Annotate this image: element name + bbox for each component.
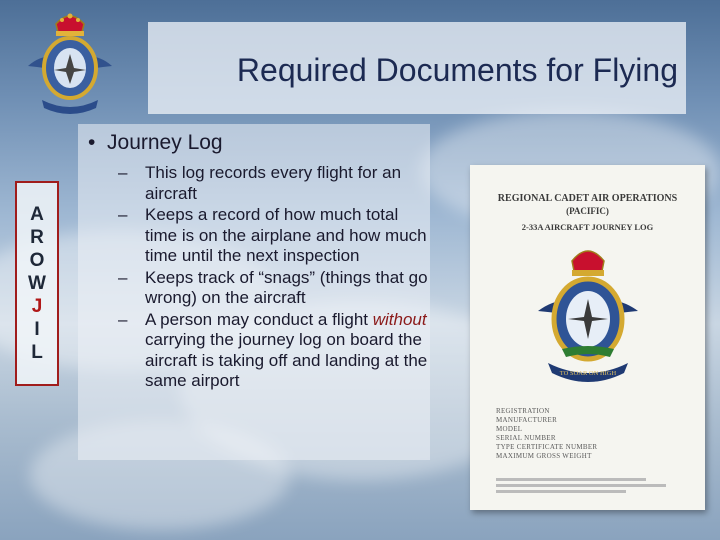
emphasis-without: without — [372, 309, 427, 329]
list-item: – Keeps track of “snags” (things that go wrong) on the aircraft — [118, 267, 428, 307]
logbook-subheading: (PACIFIC) — [566, 206, 609, 216]
logbook-field: TYPE CERTIFICATE NUMBER — [496, 443, 598, 451]
acronym-letter: W — [28, 273, 46, 294]
acronym-box — [15, 181, 59, 386]
acronym-letter: R — [30, 227, 44, 248]
bullet-journey-log — [88, 131, 223, 155]
title-bar — [148, 22, 686, 114]
list-item: – This log records every flight for an aircraft — [118, 163, 402, 203]
crest-logo — [22, 10, 118, 120]
list-item: – Keeps a record of how much total time is on the airplane and how much time until the next inspection — [118, 205, 427, 265]
acronym-letter: O — [29, 250, 45, 271]
logbook-field: MAXIMUM GROSS WEIGHT — [496, 452, 592, 460]
bullet-dot: • — [88, 131, 108, 154]
slide-title: Required Documents for Flying — [236, 52, 678, 88]
acronym-letter-highlighted: J — [31, 296, 43, 317]
acronym-letter: L — [31, 342, 43, 363]
logbook-crest-motto: TO SOAR ON HIGH — [559, 370, 617, 377]
logbook-heading: REGIONAL CADET AIR OPERATIONS — [497, 193, 678, 204]
list-item: – A person may conduct a flight without carrying the journey log on board the aircraft is taking off and landing at the same airport — [118, 309, 428, 390]
bullet-label: Journey Log — [107, 131, 223, 154]
logbook-field: MODEL — [496, 425, 523, 433]
logbook-field: MANUFACTURER — [496, 416, 558, 424]
logbook-field: SERIAL NUMBER — [496, 434, 556, 442]
acronym-letter: I — [34, 319, 40, 340]
acronym-letter: A — [30, 204, 44, 225]
logbook-fine-print — [496, 478, 666, 493]
logbook-log-title: 2-33A AIRCRAFT JOURNEY LOG — [521, 222, 654, 232]
journey-log-cover-image — [470, 165, 705, 510]
logbook-fields — [496, 407, 597, 461]
logbook-field: REGISTRATION — [496, 407, 550, 415]
sub-bullet-list — [112, 163, 430, 393]
logbook-crest — [528, 241, 648, 391]
